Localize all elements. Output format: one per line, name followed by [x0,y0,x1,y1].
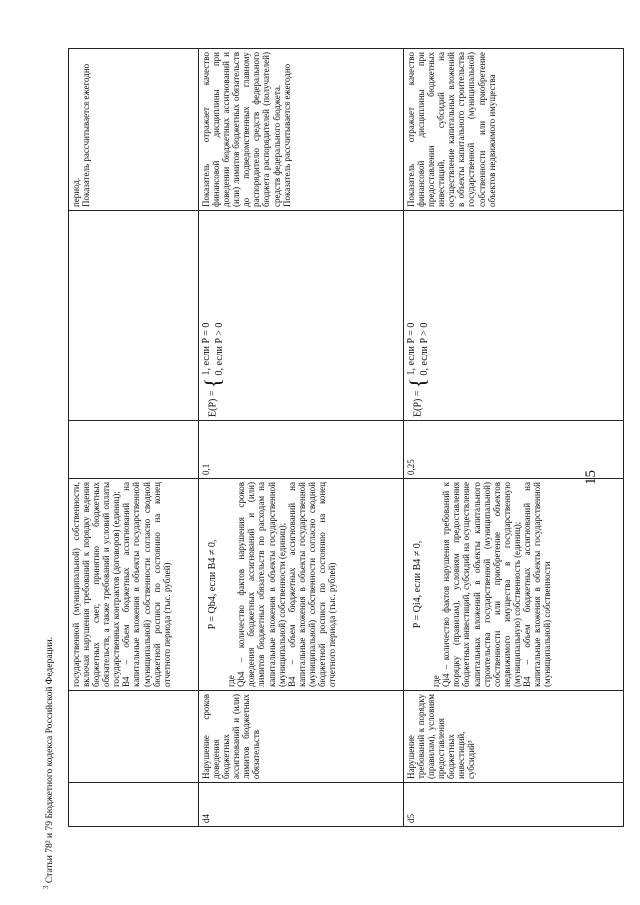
row-code: d5 [404,783,624,827]
row-name [69,691,199,783]
row-name: Нарушение требований к порядку (правилам), условиям предоставления бюджетных инвестиций, субсидий³ [404,691,624,783]
brace-icon: { [405,377,431,389]
desc-line: В4 – объем бюджетных ассигнований на капитальные вложения в объекты государственной (муниципальной) собственности согласно сводной бюджетной росписи по состоянию на конец отчетного периода (тыс. рублей) [286,482,337,687]
desc-line: В4 – объем бюджетных ассигнований на капитальные вложения в объекты государственной (муниципальной) собственности согласно сводной бюджетной росписи по состоянию на конец отчетного периода (тыс. рублей) [121,482,172,687]
comment-line: Показатель отражает качество финансовой дисциплины при доведении бюджетных ассигнований и (или) лимитов бюджетных обязательств до подведомственных главному распорядителю средств федерального бюджета распорядителей (получателей) средств федерального бюджета. [201,52,282,207]
footnote [42,637,55,889]
formula-cases [201,323,226,376]
comment-line: период. [71,177,81,207]
row-weight: 0,1 [199,421,404,479]
indicator-table [68,48,624,827]
case-line: 0, если P > 0 [213,322,225,376]
row-formula [69,211,199,421]
case-line: 1, если P = 0 [201,322,212,376]
footnote-text: Статьи 78² и 79 Бюджетного кодекса Российской Федерации. [45,636,56,886]
desc-line: В4 – объем бюджетных ассигнований на капитальные вложения в объекты государственной (муниципальной) собственности [521,482,553,687]
case-line: 1, если P = 0 [406,322,417,376]
row-code: d4 [199,783,404,827]
comment-line: Показатель рассчитывается ежегодно [81,63,92,207]
row-formula [199,211,404,421]
page-number: 15 [583,470,599,485]
row-formula-text: P = Qb4, если B4 ≠ 0, [207,539,218,630]
row-comment [199,49,404,211]
comment-line: Показатель отражает качество финансовой дисциплины при предоставлении бюджетных инвестиций, субсидий на осуществление капитальных вложений в объекты капитального строительства государственной (муниципальной) собственности или приобретение объектов недвижимого имущества [406,52,497,207]
comment-line: Показатель рассчитывается ежегодно [281,63,292,207]
footnote-mark: 3 [42,885,50,889]
row-comment [69,49,199,211]
case-line: 0, если P > 0 [418,322,430,376]
row-weight: 0,25 [404,421,624,479]
row-comment [404,49,624,211]
desc-line: Qi4 – количество фактов нарушения требований к порядку (правилам), условиям предоставления бюджетных инвестиций, субсидий на осуществление капитальных вложений в объекты капитального строительства государственной (муниципальной) собственности или приобретение объектов недвижимого имущества в государственную (муниципальную) собственность (единиц); [441,482,522,687]
row-formula [404,211,624,421]
formula-lhs: E(P) = [412,390,424,417]
desc-line: где [226,675,237,687]
row-formula-text: P = Qi4, если B4 ≠ 0, [412,540,423,629]
row-description [404,479,624,691]
formula-cases [406,323,431,376]
row-description [69,479,199,691]
brace-icon: { [200,377,226,389]
table-row [404,49,624,827]
row-weight [69,421,199,479]
desc-line: где [431,675,442,687]
row-code [69,783,199,827]
desc-line: Qb4 – количество фактов нарушения сроков доведения бюджетных ассигнований и (или) лимитов бюджетных обязательств по расходам на капитальные вложения в объекты государственной (муниципальной) собственности (единиц); [236,482,287,687]
row-description [199,479,404,691]
table-row [69,49,199,827]
row-name: Нарушение сроков доведения бюджетных ассигнований и (или) лимитов бюджетных обязательств [199,691,404,783]
desc-line: государственной (муниципальной) собственности, включая нарушения требований к порядку ведения бюджетных смет, принятию бюджетных обязательств, а также требований и условий оплаты государственных контрактов (договоров) (единиц); [71,482,122,687]
table-row [199,49,404,827]
formula-lhs: E(P) = [207,390,219,417]
